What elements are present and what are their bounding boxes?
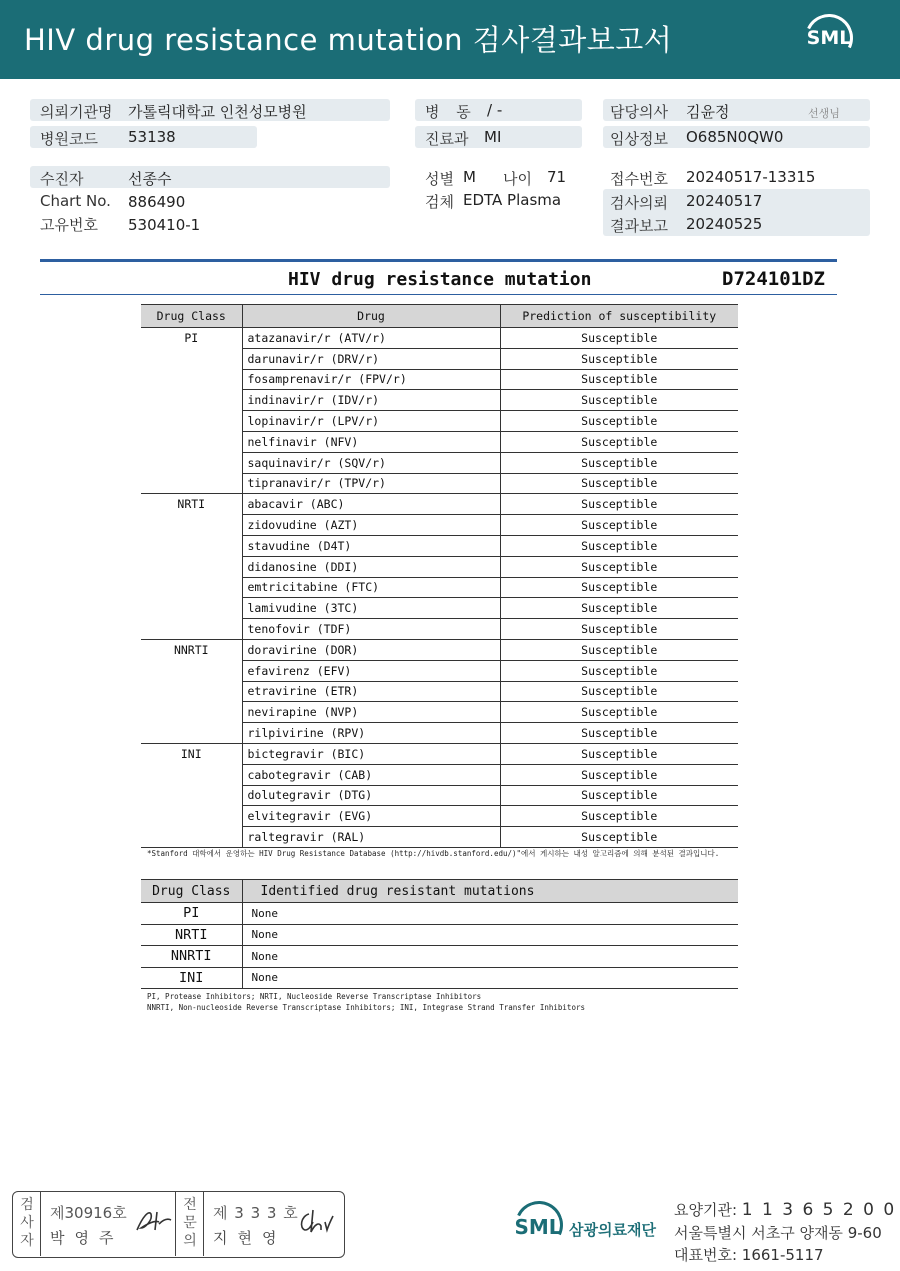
col-drug-class: Drug Class: [141, 880, 242, 903]
table-header-row: [141, 305, 738, 328]
specialist-signature-icon: [295, 1206, 335, 1236]
drug-class-cell: NNRTI: [141, 946, 242, 968]
prediction-cell: Susceptible: [500, 827, 738, 848]
prediction-cell: Susceptible: [500, 681, 738, 702]
report-date-value: 20240525: [686, 215, 763, 233]
examiner-label: 검사자: [20, 1197, 34, 1249]
sig-divider: [175, 1192, 176, 1256]
dept-label: 진료과: [425, 130, 469, 148]
database-note: *Stanford 대학에서 운영하는 HIV Drug Resistance Database (http://hivdb.stanford.edu/)"에서 게시하는 내성 알고리즘에 의해 분석된 결과입니다.: [147, 849, 720, 858]
prediction-cell: Susceptible: [500, 660, 738, 681]
drug-cell: fosamprenavir/r (FPV/r): [242, 369, 500, 390]
drug-cell: cabotegravir (CAB): [242, 764, 500, 785]
specialist-label: 전문의: [183, 1197, 197, 1249]
drug-cell: darunavir/r (DRV/r): [242, 348, 500, 369]
prediction-cell: Susceptible: [500, 515, 738, 536]
table-row: [141, 946, 738, 968]
drug-class-cell: NNRTI: [141, 639, 242, 743]
org-phone-label: 대표번호:: [674, 1246, 738, 1264]
drug-cell: atazanavir/r (ATV/r): [242, 328, 500, 349]
signature-box: [12, 1191, 345, 1258]
examiner-signature-icon: [133, 1206, 173, 1236]
clinical-value: O685N0QW0: [686, 128, 784, 146]
mutation-cell: None: [242, 924, 738, 946]
hospital-code-label: 병원코드: [40, 130, 98, 148]
ward-label: 병 동: [425, 103, 477, 121]
drug-cell: bictegravir (BIC): [242, 743, 500, 764]
title-rule-bottom: [40, 294, 837, 295]
prediction-cell: Susceptible: [500, 764, 738, 785]
table-header-row: [141, 880, 738, 903]
prediction-cell: Susceptible: [500, 785, 738, 806]
prediction-cell: Susceptible: [500, 806, 738, 827]
col-prediction: Prediction of susceptibility: [500, 305, 738, 328]
mutation-cell: None: [242, 903, 738, 925]
prediction-cell: Susceptible: [500, 411, 738, 432]
receipt-label: 접수번호: [610, 170, 668, 188]
header-bar: [0, 0, 900, 79]
receipt-value: 20240517-13315: [686, 168, 816, 186]
drug-cell: saquinavir/r (SQV/r): [242, 452, 500, 473]
dept-value: MI: [484, 128, 502, 146]
drug-cell: efavirenz (EFV): [242, 660, 500, 681]
drug-cell: lopinavir/r (LPV/r): [242, 411, 500, 432]
table-row: [141, 743, 738, 764]
specimen-label: 검체: [425, 193, 454, 211]
test-code: D724101DZ: [722, 268, 825, 290]
drug-class-cell: PI: [141, 328, 242, 494]
hospital-code-value: 53138: [128, 128, 176, 146]
org-address: 서울특별시 서초구 양재동 9-60: [674, 1224, 882, 1242]
drug-class-cell: INI: [141, 967, 242, 989]
hospital-value: 가톨릭대학교 인천성모병원: [128, 103, 307, 121]
table-row: [141, 639, 738, 660]
mutation-cell: None: [242, 967, 738, 989]
chart-label: Chart No.: [40, 192, 111, 210]
clinical-label: 임상정보: [610, 130, 668, 148]
org-logo: [509, 1201, 567, 1253]
patient-value: 선종수: [128, 170, 172, 188]
drug-cell: nevirapine (NVP): [242, 702, 500, 723]
drug-cell: elvitegravir (EVG): [242, 806, 500, 827]
sex-value: M: [463, 168, 476, 186]
org-code-label: 요양기관:: [674, 1201, 738, 1219]
prediction-cell: Susceptible: [500, 639, 738, 660]
susceptibility-table: [141, 304, 738, 848]
drug-cell: etravirine (ETR): [242, 681, 500, 702]
sig-divider: [203, 1192, 204, 1256]
table-row: [141, 494, 738, 515]
org-phone-line: [674, 1244, 824, 1265]
prediction-cell: Susceptible: [500, 535, 738, 556]
doctor-value: 김윤정: [686, 103, 730, 121]
drug-cell: indinavir/r (IDV/r): [242, 390, 500, 411]
prediction-cell: Susceptible: [500, 702, 738, 723]
susceptibility-body: [141, 328, 738, 848]
drug-cell: nelfinavir (NFV): [242, 431, 500, 452]
drug-cell: raltegravir (RAL): [242, 827, 500, 848]
doctor-label: 담당의사: [610, 103, 668, 121]
prediction-cell: Susceptible: [500, 556, 738, 577]
examiner-name: 박영주: [50, 1229, 124, 1247]
title-rule-top: [40, 259, 837, 262]
org-logo-text: SML: [514, 1215, 562, 1239]
drug-cell: rilpivirine (RPV): [242, 723, 500, 744]
request-label: 검사의뢰: [610, 194, 668, 212]
org-code-line: [674, 1199, 896, 1220]
abbreviation-line-1: PI, Protease Inhibitors; NRTI, Nucleoside Reverse Transcriptase Inhibitors: [147, 992, 482, 1001]
prediction-cell: Susceptible: [500, 369, 738, 390]
age-value: 71: [547, 168, 567, 186]
drug-cell: didanosine (DDI): [242, 556, 500, 577]
prediction-cell: Susceptible: [500, 494, 738, 515]
drug-cell: stavudine (D4T): [242, 535, 500, 556]
id-label: 고유번호: [40, 216, 98, 234]
chart-value: 886490: [128, 193, 186, 211]
specialist-name: 지현영: [213, 1229, 287, 1247]
col-drug-class: Drug Class: [141, 305, 242, 328]
org-code: 1 1 3 6 5 2 0 0: [741, 1200, 897, 1220]
logo-text: SML: [806, 27, 852, 49]
report-title: HIV drug resistance mutation 검사결과보고서: [24, 23, 673, 57]
hospital-label: 의뢰기관명: [40, 103, 113, 121]
abbreviation-note: [147, 991, 747, 1013]
prediction-cell: Susceptible: [500, 619, 738, 640]
sex-label: 성별: [425, 170, 454, 188]
drug-cell: lamivudine (3TC): [242, 598, 500, 619]
id-value: 530410-1: [128, 216, 201, 234]
specimen-value: EDTA Plasma: [463, 191, 562, 209]
drug-cell: emtricitabine (FTC): [242, 577, 500, 598]
table-row: [141, 924, 738, 946]
ward-value: / -: [487, 101, 503, 119]
drug-class-cell: NRTI: [141, 494, 242, 640]
col-drug: Drug: [242, 305, 500, 328]
drug-class-cell: NRTI: [141, 924, 242, 946]
sig-divider: [40, 1192, 41, 1256]
prediction-cell: Susceptible: [500, 473, 738, 494]
prediction-cell: Susceptible: [500, 452, 738, 473]
table-row: [141, 967, 738, 989]
examiner-license: 제30916호: [50, 1204, 127, 1222]
prediction-cell: Susceptible: [500, 577, 738, 598]
abbreviation-line-2: NNRTI, Non-nucleoside Reverse Transcriptase Inhibitors; INI, Integrase Strand Transfer Inhibitors: [147, 1003, 585, 1012]
drug-cell: abacavir (ABC): [242, 494, 500, 515]
specialist-license: 제 3 3 3 호: [213, 1204, 299, 1222]
request-value: 20240517: [686, 192, 763, 210]
prediction-cell: Susceptible: [500, 390, 738, 411]
sml-logo: [802, 14, 856, 66]
drug-class-cell: PI: [141, 903, 242, 925]
prediction-cell: Susceptible: [500, 431, 738, 452]
mutation-cell: None: [242, 946, 738, 968]
table-row: [141, 903, 738, 925]
doctor-suffix: 선생님: [808, 107, 840, 120]
age-label: 나이: [503, 170, 532, 188]
mutation-table: [141, 879, 738, 989]
report-date-label: 결과보고: [610, 217, 668, 235]
prediction-cell: Susceptible: [500, 348, 738, 369]
section-title: HIV drug resistance mutation: [288, 269, 592, 290]
prediction-cell: Susceptible: [500, 598, 738, 619]
drug-cell: tenofovir (TDF): [242, 619, 500, 640]
patient-pill: [30, 166, 390, 188]
patient-label: 수진자: [40, 170, 84, 188]
table-row: [141, 328, 738, 349]
prediction-cell: Susceptible: [500, 328, 738, 349]
drug-class-cell: INI: [141, 743, 242, 847]
col-mutations: Identified drug resistant mutations: [242, 880, 738, 903]
org-name: 삼광의료재단: [569, 1221, 656, 1239]
drug-cell: zidovudine (AZT): [242, 515, 500, 536]
prediction-cell: Susceptible: [500, 743, 738, 764]
drug-cell: dolutegravir (DTG): [242, 785, 500, 806]
drug-cell: doravirine (DOR): [242, 639, 500, 660]
org-phone: 1661-5117: [741, 1246, 824, 1264]
drug-cell: tipranavir/r (TPV/r): [242, 473, 500, 494]
prediction-cell: Susceptible: [500, 723, 738, 744]
